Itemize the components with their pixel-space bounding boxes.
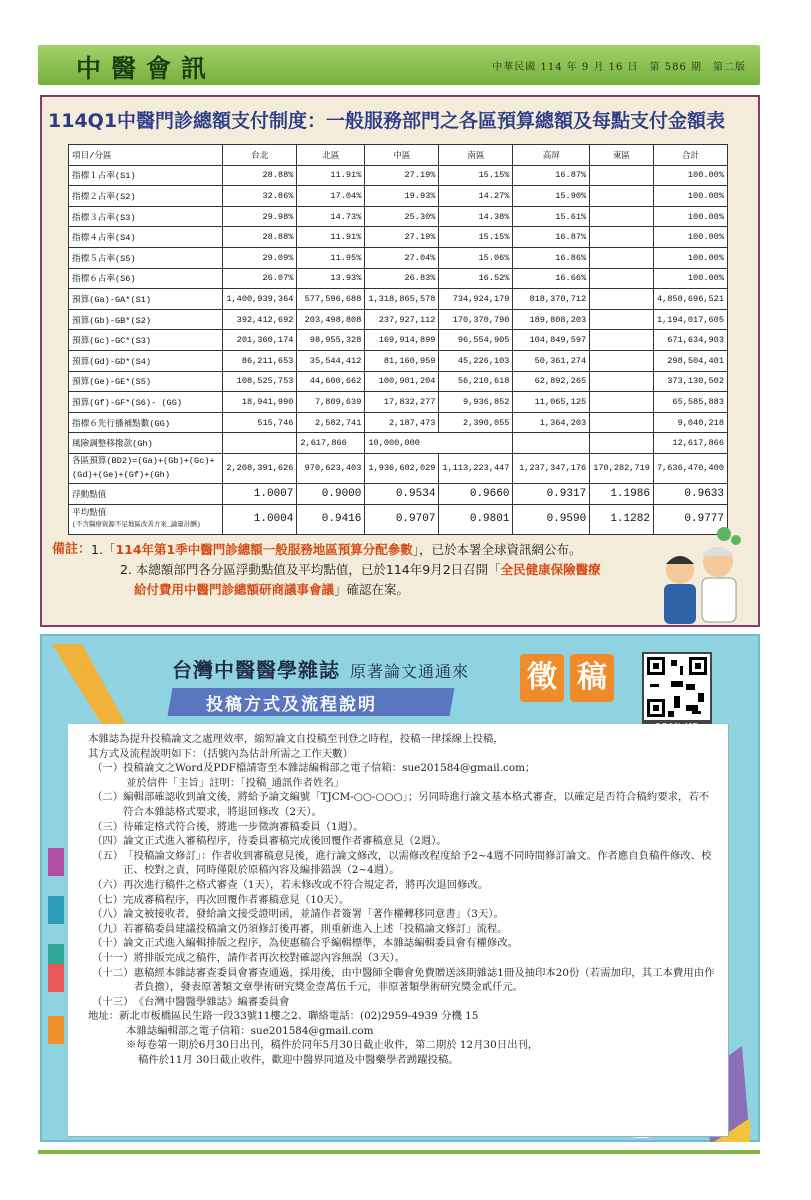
row-label: 指標１占率(S1): [69, 165, 223, 186]
doctors-illustration: [650, 522, 750, 630]
table-cell: 96,554,905: [439, 330, 513, 351]
table-cell: 65,585,883: [653, 392, 727, 413]
table-cell: 0.9633: [653, 483, 727, 504]
list-item: （五） 「投稿論文修訂」：作者收到審稿意見後，進行論文修改，以需修改程度給予2~4週不同時間修訂論文。作者應自負稿件修改、校正、校對之責，同時僅限於原稿內容及編排錯誤（2~4週）。: [92, 849, 712, 877]
table-cell: 1,400,939,364: [223, 289, 297, 310]
table-cell: 15.61%: [513, 206, 590, 227]
table-cell: 515,746: [223, 412, 297, 433]
table-cell: 1,318,865,578: [365, 289, 439, 310]
row-label: 預算(Gc)-GC*(S3): [69, 330, 223, 351]
email-line: 本雜誌編輯部之電子信箱：sue201584@gmail.com: [126, 1024, 374, 1037]
table-cell: 16.87%: [513, 165, 590, 186]
table-cell: 2,208,391,626: [223, 453, 297, 483]
column-header: 南區: [439, 145, 513, 166]
table-cell: 29.09%: [223, 247, 297, 268]
footer-bar: [38, 1150, 760, 1154]
list-item: （十二） 惠稿經本雜誌審查委員會審查通過，採用後，由中醫師全聯會免費贈送該期雜誌1冊及抽印本20份（若需加印，其工本費用由作者負擔），發表原著類文章學術研究獎金壹萬伍千元，非原著類學術研究獎金貳仟元。: [92, 966, 715, 994]
table-row: [69, 412, 728, 433]
note-2: 2. 本總額部門各分區浮動點值及平均點值，已於114年9月2日召開「全民健康保險醫療: [120, 562, 601, 577]
table-cell: 100.00%: [653, 227, 727, 248]
table-cell: 0.9317: [513, 483, 590, 504]
table-cell: 28.88%: [223, 165, 297, 186]
table-cell: [590, 392, 654, 413]
table-cell: 12,617,866: [653, 433, 727, 454]
table-cell: 1.0004: [223, 504, 297, 534]
table-cell: [590, 165, 654, 186]
row-label: 各區預算(BD2)=(Ga)+(Gb)+(Gc)+(Gd)+(Ge)+(Gf)+(Gh): [69, 453, 223, 483]
table-cell: 14.38%: [439, 206, 513, 227]
table-cell: 100.00%: [653, 206, 727, 227]
column-header: 台北: [223, 145, 297, 166]
table-cell: 2,582,741: [297, 412, 365, 433]
list-item: （七） 完成審稿程序，再次回覆作者審稿意見（10天）。: [92, 893, 350, 906]
table-cell: 9,936,852: [439, 392, 513, 413]
list-item: （六） 再次進行稿件之格式審查（1天），若未修改或不符合規定者，將再次退回修改。: [92, 878, 489, 891]
address: 地址：新北市板橋區民生路一段33號11樓之2、聯絡電話：(02)2959-4939 分機 15: [88, 1010, 479, 1023]
side-tab: [48, 848, 64, 876]
table-cell: 19.93%: [365, 186, 439, 207]
list-item: （四） 論文正式進入審稿程序，待委員審稿完成後回覆作者審稿意見（2週）。: [92, 835, 447, 848]
list-item: （十） 論文正式進入編輯排版之程序，為使惠稿合乎編輯標準，本雜誌編輯委員會有權修改。: [92, 937, 519, 950]
table-cell: 100.00%: [653, 165, 727, 186]
table-cell: 108,525,753: [223, 371, 297, 392]
row-label: 浮動點值: [69, 483, 223, 504]
table-cell: 100,901,204: [365, 371, 439, 392]
table-cell: 81,160,959: [365, 350, 439, 371]
table-row: [69, 165, 728, 186]
table-cell: 4,850,696,521: [653, 289, 727, 310]
table-cell: 29.98%: [223, 206, 297, 227]
budget-title: 114Q1中醫門診總額支付制度：一般服務部門之各區預算總額及每點支付金額表: [48, 110, 726, 132]
table-cell: 0.9000: [297, 483, 365, 504]
notes-heading: 備註：: [52, 542, 92, 557]
notes: [52, 540, 601, 600]
masthead: [38, 45, 760, 85]
row-label: 預算(Gb)-GB*(S2): [69, 309, 223, 330]
table-cell: 577,596,688: [297, 289, 365, 310]
table-row: [69, 247, 728, 268]
table-cell: 169,914,899: [365, 330, 439, 351]
table-cell: 100.00%: [653, 247, 727, 268]
table-cell: 15.15%: [439, 227, 513, 248]
column-header: 合計: [653, 145, 727, 166]
table-row: [69, 483, 728, 504]
table-cell: 13.93%: [297, 268, 365, 289]
row-label: 指標４占率(S4): [69, 227, 223, 248]
table-cell: 15.06%: [439, 247, 513, 268]
table-cell: 1,113,223,447: [439, 453, 513, 483]
table-cell: 1,936,602,029: [365, 453, 439, 483]
table-cell: 18,941,990: [223, 392, 297, 413]
note-1: 1.「114年第1季中醫門診總額一般服務地區預算分配參數」，已於本署全球資訊網公布。: [91, 542, 582, 557]
table-cell: 170,370,790: [439, 309, 513, 330]
table-cell: 104,849,597: [513, 330, 590, 351]
table-cell: 11.95%: [297, 247, 365, 268]
table-cell: 2,617,866: [297, 433, 365, 454]
table-header-row: [69, 145, 728, 166]
table-row: [69, 268, 728, 289]
table-cell: 0.9707: [365, 504, 439, 534]
row-label: 指標６先行播補點數(GG): [69, 412, 223, 433]
table-cell: 56,210,618: [439, 371, 513, 392]
table-cell: 27.04%: [365, 247, 439, 268]
side-tab: [48, 1016, 64, 1044]
intro-line: 本雜誌為提升投稿論文之處理效率，縮短論文自投稿至刊登之時程，投稿一律採線上投稿，: [88, 733, 504, 745]
table-cell: 298,504,401: [653, 350, 727, 371]
table-cell: 818,370,712: [513, 289, 590, 310]
table-cell: [590, 371, 654, 392]
row-label: 風險調整移撥款(Gh): [69, 433, 223, 454]
table-cell: 28.88%: [223, 227, 297, 248]
table-cell: 7,809,639: [297, 392, 365, 413]
table-cell: [590, 186, 654, 207]
table-row: [69, 227, 728, 248]
row-label: 預算(Gf)-GF*(S6)- (GG): [69, 392, 223, 413]
table-row: [69, 289, 728, 310]
budget-table: [68, 144, 728, 535]
row-label: 指標６占率(S6): [69, 268, 223, 289]
table-cell: 15.15%: [439, 165, 513, 186]
intro-line: 其方式及流程說明如下：（括號內為估計所需之工作天數）: [88, 747, 353, 760]
table-cell: 45,226,103: [439, 350, 513, 371]
call-seal-1: 徵: [520, 654, 564, 702]
table-cell: 25.30%: [365, 206, 439, 227]
column-header: 中區: [365, 145, 439, 166]
side-tab: [48, 896, 64, 924]
table-cell: [590, 247, 654, 268]
table-row: [69, 309, 728, 330]
table-cell: 17,832,277: [365, 392, 439, 413]
qr-code[interactable]: [642, 652, 712, 722]
schedule-line: ※每卷第一期於6月30日出刊，稿件於同年5月30日截止收件，第二期於 12月30日出刊，: [126, 1039, 539, 1052]
list-item: （九） 若審稿委員建議投稿論文仍須修訂後再審，則重新進入上述「投稿論文修訂」流程。: [92, 922, 508, 935]
column-header: 項目/分區: [69, 145, 223, 166]
column-header: 北區: [297, 145, 365, 166]
table-cell: 0.9534: [365, 483, 439, 504]
table-row: [69, 433, 728, 454]
table-cell: 98,955,328: [297, 330, 365, 351]
table-cell: 100.00%: [653, 268, 727, 289]
table-row: [69, 186, 728, 207]
row-label: 指標３占率(S3): [69, 206, 223, 227]
row-label: 平均點值 (不含醫療資源不足地區改善方案_論量計酬): [69, 504, 223, 534]
issue-date: 中華民國 114 年 9 月 16 日 第 586 期 第二版: [492, 62, 746, 73]
table-cell: 100.00%: [653, 186, 727, 207]
list-item: （八） 論文被接收者，發給論文接受證明函，並請作者簽署「著作權轉移同意書」（3天）。: [92, 908, 504, 921]
table-cell: [590, 350, 654, 371]
banner-title: 投稿方式及流程說明: [206, 695, 377, 715]
table-cell: 237,927,112: [365, 309, 439, 330]
table-cell: [590, 227, 654, 248]
table-row: [69, 371, 728, 392]
table-cell: 14.27%: [439, 186, 513, 207]
table-row: [69, 453, 728, 483]
table-cell: 1.1986: [590, 483, 654, 504]
table-cell: 86,211,653: [223, 350, 297, 371]
row-label: 預算(Gd)-GD*(S4): [69, 350, 223, 371]
table-cell: 15.90%: [513, 186, 590, 207]
steps-list: [88, 761, 718, 1009]
table-cell: 0.9777: [653, 504, 727, 534]
table-cell: 1.0007: [223, 483, 297, 504]
journal-section: [40, 634, 760, 1142]
table-cell: 2,390,055: [439, 412, 513, 433]
column-header: 東區: [590, 145, 654, 166]
table-cell: [590, 268, 654, 289]
table-cell: 16.66%: [513, 268, 590, 289]
table-cell: 1,364,203: [513, 412, 590, 433]
table-cell: 16.87%: [513, 227, 590, 248]
table-cell: 201,360,174: [223, 330, 297, 351]
table-cell: 1,237,347,176: [513, 453, 590, 483]
list-item: （十一） 將排版完成之稿件，請作者再次校對確認內容無誤（3天）。: [92, 951, 406, 964]
table-cell: [590, 289, 654, 310]
table-cell: 11.91%: [297, 165, 365, 186]
table-cell: 11.91%: [297, 227, 365, 248]
table-cell: 50,361,274: [513, 350, 590, 371]
table-cell: 26.83%: [365, 268, 439, 289]
list-item: （十三） 《台灣中醫醫學雜誌》編審委員會: [92, 995, 290, 1008]
schedule-line: 稿件於11月 30日截止收件，歡迎中醫界同道及中醫藥學者踴躍投稿。: [138, 1054, 459, 1067]
list-item: （三） 待確定格式符合後，將進一步徵詢審稿委員（1週）。: [92, 820, 364, 833]
table-cell: 0.9660: [439, 483, 513, 504]
note-2-cont: 給付費用中醫門診總額研商議事會議」確認在案。: [134, 582, 410, 597]
table-cell: 9,040,218: [653, 412, 727, 433]
table-cell: 16.86%: [513, 247, 590, 268]
list-item: （一） 投稿論文之Word及PDF檔請寄至本雜誌編輯部之電子信箱：sue201584@gmail.com；: [92, 762, 536, 775]
table-cell: [590, 412, 654, 433]
table-cell: 170,282,719: [590, 453, 654, 483]
column-header: 高屏: [513, 145, 590, 166]
table-cell: 373,130,502: [653, 371, 727, 392]
guide-text: [88, 732, 718, 1068]
table-cell: 7,636,470,400: [653, 453, 727, 483]
table-cell: 17.04%: [297, 186, 365, 207]
table-cell: 11,065,125: [513, 392, 590, 413]
table-cell: 35,544,412: [297, 350, 365, 371]
table-cell: 10,000,000: [365, 433, 513, 454]
table-cell: [590, 433, 654, 454]
table-cell: 26.07%: [223, 268, 297, 289]
row-label: 指標２占率(S2): [69, 186, 223, 207]
table-cell: 62,892,265: [513, 371, 590, 392]
table-cell: 392,412,692: [223, 309, 297, 330]
table-cell: 189,808,203: [513, 309, 590, 330]
table-cell: 14.73%: [297, 206, 365, 227]
table-cell: [590, 309, 654, 330]
table-cell: 203,498,808: [297, 309, 365, 330]
table-cell: 16.52%: [439, 268, 513, 289]
table-row: [69, 392, 728, 413]
call-seal-2: 稿: [570, 654, 614, 702]
table-cell: 734,924,179: [439, 289, 513, 310]
table-cell: 44,600,662: [297, 371, 365, 392]
row-label: 指標５占率(S5): [69, 247, 223, 268]
table-cell: 671,634,903: [653, 330, 727, 351]
row-label: 預算(Ge)-GE*(S5): [69, 371, 223, 392]
table-row: [69, 350, 728, 371]
table-cell: 0.9590: [513, 504, 590, 534]
side-tab: [48, 964, 64, 992]
table-cell: 32.86%: [223, 186, 297, 207]
table-cell: [590, 330, 654, 351]
table-cell: [223, 433, 297, 454]
table-row: [69, 504, 728, 534]
row-label: 預算(Ga)-GA*(S1): [69, 289, 223, 310]
list-item: 並於信件「主旨」註明：「投稿_通訊作者姓名」: [126, 776, 345, 789]
table-cell: 1.1282: [590, 504, 654, 534]
table-cell: 0.9801: [439, 504, 513, 534]
table-cell: [590, 206, 654, 227]
table-cell: 27.19%: [365, 165, 439, 186]
table-cell: 27.19%: [365, 227, 439, 248]
journal-title: 台灣中醫醫學雜誌 原著論文通通來: [172, 658, 470, 682]
table-cell: 2,187,473: [365, 412, 439, 433]
table-cell: 970,623,403: [297, 453, 365, 483]
list-item: （二） 編輯部確認收到論文後，將給予論文編號「TJCM-○○-○○○」；另同時進行論文基本格式審查，以確定是否符合稿約要求，若不符合本雜誌格式要求，將退回修改（2天）。: [92, 791, 710, 818]
table-cell: 1,194,017,605: [653, 309, 727, 330]
table-cell: [513, 433, 590, 454]
table-row: [69, 206, 728, 227]
newsletter-title: 中醫會訊: [76, 54, 217, 83]
table-cell: 0.9416: [297, 504, 365, 534]
table-row: [69, 330, 728, 351]
